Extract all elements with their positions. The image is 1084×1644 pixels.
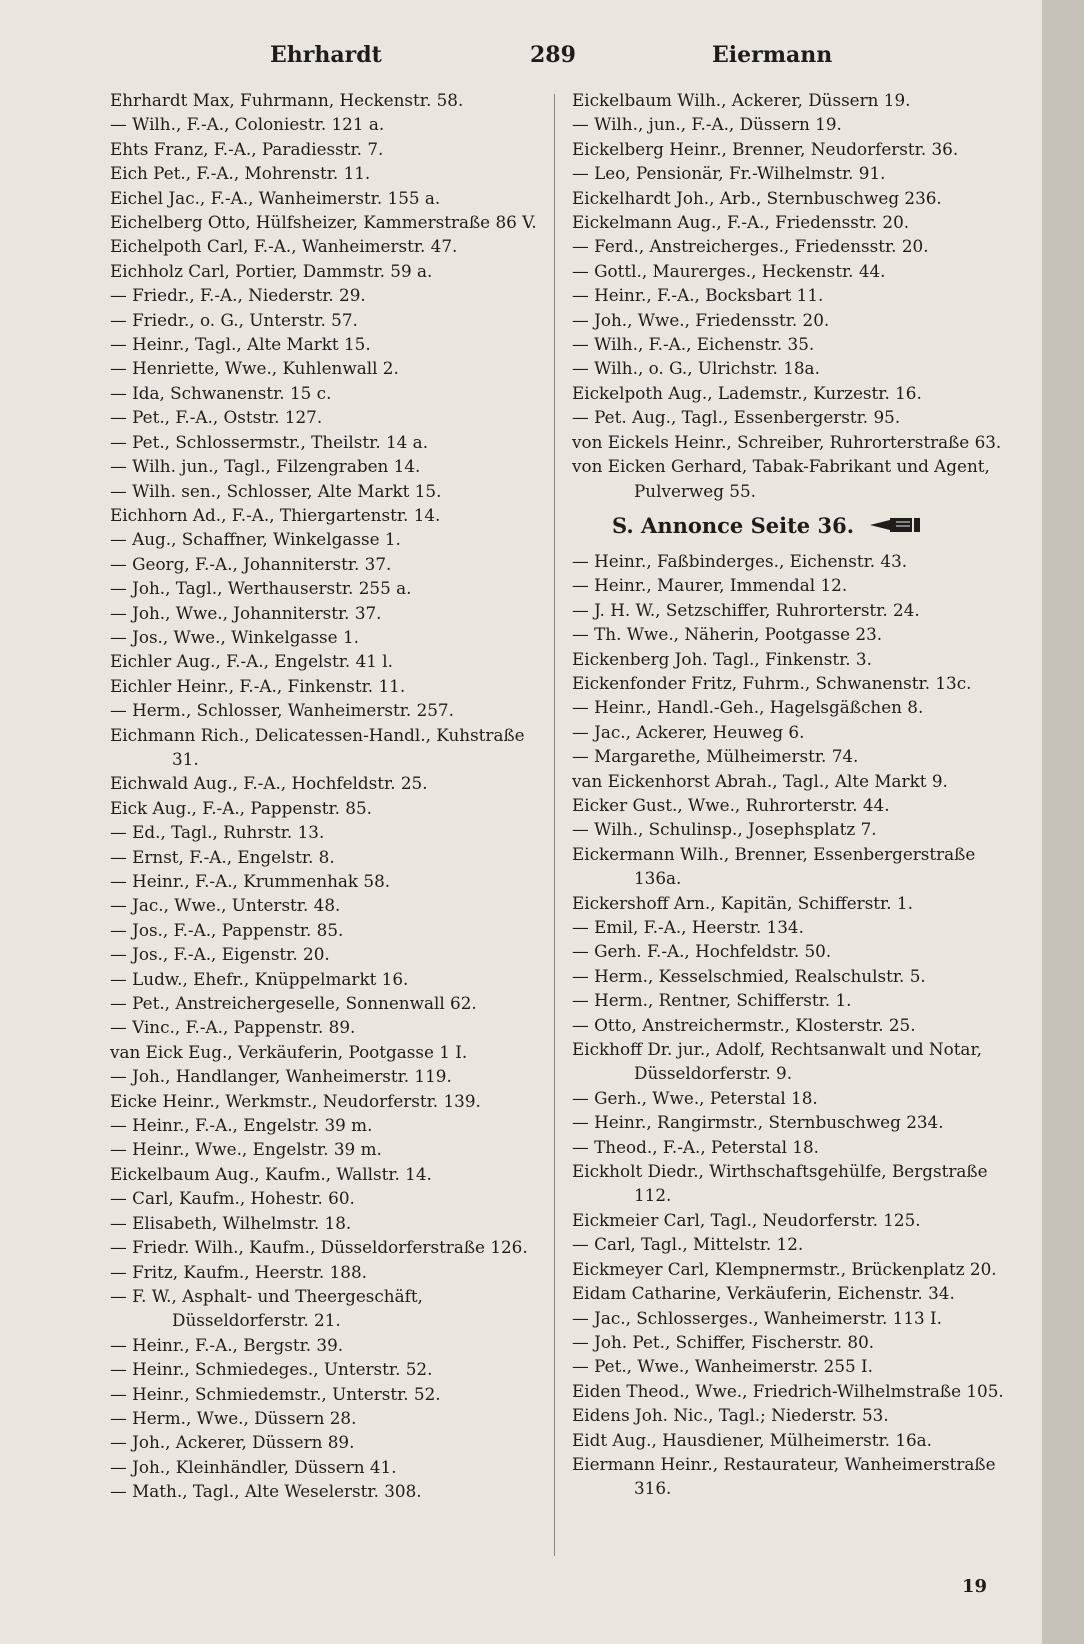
directory-entry: Eickmeier Carl, Tagl., Neudorferstr. 125.	[572, 1209, 921, 1230]
directory-entry: — Emil, F.-A., Heerstr. 134.	[572, 917, 804, 937]
directory-entry: — Friedr., o. G., Unterstr. 57.	[110, 309, 358, 330]
directory-entry: Eickhoff Dr. jur., Adolf, Rechtsanwalt und Notar, Düsseldorferstr. 9.	[572, 1039, 982, 1084]
directory-entry: — Joh., Kleinhändler, Düssern 41.	[110, 1456, 397, 1477]
directory-entry: — Heinr., Handl.-Geh., Hagelsgäßchen 8.	[572, 697, 924, 718]
directory-entry: Eicke Heinr., Werkmstr., Neudorferstr. 139.	[110, 1090, 481, 1111]
directory-entry: — Carl, Kaufm., Hohestr. 60.	[110, 1188, 355, 1209]
directory-entry: — Friedr., F.-A., Niederstr. 29.	[110, 285, 366, 306]
directory-entry: Ehrhardt Max, Fuhrmann, Heckenstr. 58.	[110, 90, 464, 110]
directory-entry: — Gerh., Wwe., Peterstal 18.	[572, 1087, 818, 1108]
directory-entry: von Eickels Heinr., Schreiber, Ruhrorterstraße 63.	[572, 431, 1002, 452]
directory-entry: — Vinc., F.-A., Pappenstr. 89.	[110, 1017, 356, 1038]
directory-entry: — Jac., Schlosserges., Wanheimerstr. 113 I.	[572, 1307, 942, 1328]
directory-entry: — Heinr., F.-A., Krummenhak 58.	[110, 871, 391, 891]
directory-entry: Eickmeyer Carl, Klempnermstr., Brückenplatz 20.	[572, 1258, 997, 1279]
directory-entry: Eickelberg Heinr., Brenner, Neudorferstr. 36.	[572, 138, 959, 159]
directory-entry: Eidam Catharine, Verkäuferin, Eichenstr. 34.	[572, 1283, 955, 1304]
directory-entry: — Theod., F.-A., Peterstal 18.	[572, 1136, 819, 1157]
left-column	[110, 88, 546, 1504]
directory-entry: — Fritz, Kaufm., Heerstr. 188.	[110, 1261, 367, 1282]
directory-entry: Eick Aug., F.-A., Pappenstr. 85.	[110, 797, 372, 818]
directory-entry: — Joh. Pet., Schiffer, Fischerstr. 80.	[572, 1331, 875, 1352]
directory-entry: — Margarethe, Mülheimerstr. 74.	[572, 746, 859, 767]
directory-entry: — Otto, Anstreichermstr., Klosterstr. 25.	[572, 1014, 916, 1035]
directory-entry: — Wilh., jun., F.-A., Düssern 19.	[572, 114, 842, 135]
directory-entry: — Th. Wwe., Näherin, Pootgasse 23.	[572, 624, 883, 645]
directory-entry: Eichmann Rich., Delicatessen-Handl., Kuhstraße 31.	[110, 724, 525, 769]
directory-entry: — Joh., Wwe., Johanniterstr. 37.	[110, 602, 382, 623]
directory-entry: Eiermann Heinr., Restaurateur, Wanheimerstraße 316.	[572, 1453, 996, 1499]
directory-entry: — Wilh. jun., Tagl., Filzengraben 14.	[110, 456, 421, 477]
header-first-name: Ehrhardt	[270, 42, 382, 68]
directory-entry: — Ludw., Ehefr., Knüppelmarkt 16.	[110, 968, 409, 989]
directory-entry: Ehts Franz, F.-A., Paradiesstr. 7.	[110, 138, 384, 159]
directory-entry: Eichel Jac., F.-A., Wanheimerstr. 155 a.	[110, 187, 441, 208]
directory-entry: Eichholz Carl, Portier, Dammstr. 59 a.	[110, 260, 433, 281]
directory-entry: Eicker Gust., Wwe., Ruhrorterstr. 44.	[572, 794, 890, 815]
directory-entry: — Heinr., Wwe., Engelstr. 39 m.	[110, 1139, 382, 1160]
directory-entry: — Pet. Aug., Tagl., Essenbergerstr. 95.	[572, 407, 901, 428]
directory-entry: Eidt Aug., Hausdiener, Mülheimerstr. 16a.	[572, 1429, 933, 1450]
directory-entry: van Eickenhorst Abrah., Tagl., Alte Markt 9.	[572, 770, 948, 791]
column-divider	[554, 94, 555, 1556]
directory-entry: — Gottl., Maurerges., Heckenstr. 44.	[572, 260, 886, 281]
directory-entry: von Eicken Gerhard, Tabak-Fabrikant und Agent, Pulverweg 55.	[572, 456, 990, 501]
directory-entry: — Herm., Rentner, Schifferstr. 1.	[572, 990, 852, 1011]
directory-entry: — Wilh. sen., Schlosser, Alte Markt 15.	[110, 480, 442, 501]
directory-entry: Eickenberg Joh. Tagl., Finkenstr. 3.	[572, 648, 872, 669]
directory-entry: — Herm., Wwe., Düssern 28.	[110, 1407, 357, 1428]
right-column-bottom	[572, 549, 1008, 1501]
directory-entry: — Henriette, Wwe., Kuhlenwall 2.	[110, 358, 399, 379]
directory-entry: — Elisabeth, Wilhelmstr. 18.	[110, 1212, 352, 1233]
directory-entry: — Wilh., Schulinsp., Josephsplatz 7.	[572, 819, 877, 840]
directory-entry: Eichwald Aug., F.-A., Hochfeldstr. 25.	[110, 773, 428, 794]
directory-entry: Eickelhardt Joh., Arb., Sternbuschweg 236.	[572, 187, 942, 208]
directory-entry: — Heinr., Schmiedeges., Unterstr. 52.	[110, 1359, 433, 1380]
directory-entry: Eickelbaum Aug., Kaufm., Wallstr. 14.	[110, 1163, 432, 1184]
directory-entry: Eidens Joh. Nic., Tagl.; Niederstr. 53.	[572, 1405, 889, 1426]
directory-entry: — Jac., Wwe., Unterstr. 48.	[110, 895, 341, 916]
page-number: 289	[530, 42, 576, 68]
directory-entry: — Ferd., Anstreicherges., Friedensstr. 20.	[572, 236, 929, 257]
directory-entry: Eichler Aug., F.-A., Engelstr. 41 l.	[110, 651, 393, 672]
directory-entry: — Joh., Tagl., Werthauserstr. 255 a.	[110, 578, 412, 599]
directory-entry: Eickermann Wilh., Brenner, Essenbergerstraße 136a.	[572, 843, 976, 889]
directory-entry: — Jos., F.-A., Pappenstr. 85.	[110, 919, 344, 940]
directory-entry: Eichhorn Ad., F.-A., Thiergartenstr. 14.	[110, 504, 441, 525]
directory-entry: — Pet., Anstreichergeselle, Sonnenwall 62.	[110, 993, 477, 1014]
directory-entry: — Heinr., Schmiedemstr., Unterstr. 52.	[110, 1383, 441, 1404]
directory-entry: — Jos., Wwe., Winkelgasse 1.	[110, 626, 359, 647]
directory-entry: Eickelbaum Wilh., Ackerer, Düssern 19.	[572, 90, 911, 110]
directory-entry: — Wilh., F.-A., Coloniestr. 121 a.	[110, 114, 385, 135]
directory-entry: Eiden Theod., Wwe., Friedrich-Wilhelmstraße 105.	[572, 1380, 1004, 1401]
directory-entry: — Friedr. Wilh., Kaufm., Düsseldorferstraße 126.	[110, 1237, 528, 1258]
directory-entry: Eickelpoth Aug., Lademstr., Kurzestr. 16.	[572, 382, 922, 403]
directory-entry: Eich Pet., F.-A., Mohrenstr. 11.	[110, 163, 371, 184]
directory-entry: — Wilh., o. G., Ulrichstr. 18a.	[572, 358, 820, 379]
directory-entry: — Heinr., Faßbinderges., Eichenstr. 43.	[572, 550, 908, 571]
directory-entry: Eickelmann Aug., F.-A., Friedensstr. 20.	[572, 212, 910, 233]
directory-entry: — Carl, Tagl., Mittelstr. 12.	[572, 1234, 804, 1255]
directory-entry: — Aug., Schaffner, Winkelgasse 1.	[110, 529, 401, 550]
directory-entry: Eickershoff Arn., Kapitän, Schifferstr. 1.	[572, 892, 913, 913]
directory-entry: — Heinr., Rangirmstr., Sternbuschweg 234.	[572, 1112, 944, 1133]
directory-entry: — Heinr., F.-A., Bocksbart 11.	[572, 285, 824, 306]
directory-entry: — Pet., Wwe., Wanheimerstr. 255 I.	[572, 1356, 873, 1377]
directory-entry: — Heinr., Tagl., Alte Markt 15.	[110, 334, 371, 355]
sheet-signature: 19	[962, 1576, 988, 1597]
directory-entry: — Ernst, F.-A., Engelstr. 8.	[110, 846, 335, 867]
directory-entry: Eickholt Diedr., Wirthschaftsgehülfe, Bergstraße 112.	[572, 1161, 988, 1206]
right-column	[572, 88, 1008, 1501]
annonce-reference	[572, 511, 1008, 541]
directory-entry: — Ida, Schwanenstr. 15 c.	[110, 382, 332, 403]
directory-entry: Eickenfonder Fritz, Fuhrm., Schwanenstr. 13c.	[572, 672, 972, 693]
page-edge	[1042, 0, 1084, 1644]
directory-entry: — Math., Tagl., Alte Weselerstr. 308.	[110, 1481, 422, 1502]
directory-entry: — Pet., Schlossermstr., Theilstr. 14 a.	[110, 431, 429, 452]
right-column-top	[572, 88, 1008, 503]
directory-entry: — Heinr., Maurer, Immendal 12.	[572, 575, 848, 596]
directory-entry: Eichelpoth Carl, F.-A., Wanheimerstr. 47.	[110, 236, 458, 257]
directory-entry: — Jac., Ackerer, Heuweg 6.	[572, 721, 805, 742]
directory-entry: van Eick Eug., Verkäuferin, Pootgasse 1 I.	[110, 1041, 468, 1062]
directory-entry: Eichler Heinr., F.-A., Finkenstr. 11.	[110, 675, 406, 696]
directory-entry: — F. W., Asphalt- und Theergeschäft, Düsseldorferstr. 21.	[110, 1285, 423, 1331]
directory-entry: — Heinr., F.-A., Bergstr. 39.	[110, 1334, 344, 1355]
annonce-label: S. Annonce Seite 36.	[612, 512, 855, 538]
directory-entry: — Herm., Schlosser, Wanheimerstr. 257.	[110, 700, 454, 721]
directory-entry: — Heinr., F.-A., Engelstr. 39 m.	[110, 1115, 373, 1136]
directory-entry: — Joh., Wwe., Friedensstr. 20.	[572, 309, 830, 330]
directory-entry: — Gerh. F.-A., Hochfeldstr. 50.	[572, 941, 832, 962]
pointing-hand-icon	[868, 516, 922, 534]
directory-entry: — Leo, Pensionär, Fr.-Wilhelmstr. 91.	[572, 163, 886, 184]
page-header	[0, 42, 1084, 78]
directory-entry: — Herm., Kesselschmied, Realschulstr. 5.	[572, 965, 926, 986]
directory-entry: — Georg, F.-A., Johanniterstr. 37.	[110, 553, 392, 574]
directory-entry: — Jos., F.-A., Eigenstr. 20.	[110, 944, 330, 965]
directory-entry: — Wilh., F.-A., Eichenstr. 35.	[572, 334, 815, 355]
header-last-name: Eiermann	[712, 42, 833, 68]
directory-entry: — Joh., Handlanger, Wanheimerstr. 119.	[110, 1066, 452, 1087]
directory-entry: Eichelberg Otto, Hülfsheizer, Kammerstraße 86 V.	[110, 212, 537, 233]
directory-entry: — J. H. W., Setzschiffer, Ruhrorterstr. 24.	[572, 599, 920, 620]
directory-entry: — Pet., F.-A., Oststr. 127.	[110, 407, 323, 428]
directory-entry: — Ed., Tagl., Ruhrstr. 13.	[110, 822, 325, 843]
directory-entry: — Joh., Ackerer, Düssern 89.	[110, 1432, 355, 1453]
